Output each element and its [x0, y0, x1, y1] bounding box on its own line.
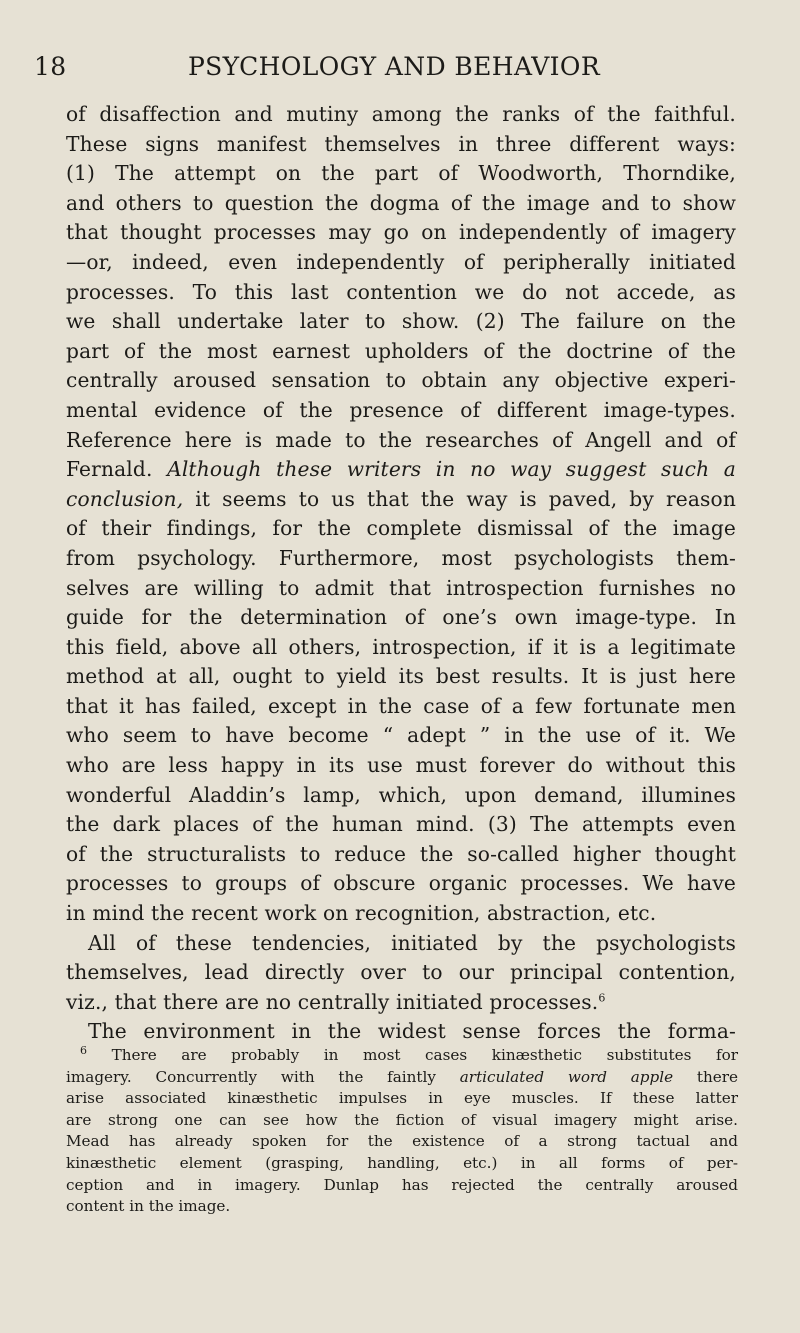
text-line: we shall undertake later to show. (2) The failure on the [66, 309, 736, 334]
text-line: method at all, ought to yield its best results. It is just here [66, 664, 736, 689]
text-line: —or, indeed, even independently of peripherally initiated [66, 249, 736, 274]
text-line: themselves, lead directly over to our principal contention, [66, 960, 736, 985]
text-line: All of these tendencies, initiated by the psychologists [88, 930, 736, 955]
text-line: from psychology. Furthermore, most psychologists them- [66, 545, 736, 570]
footnote-line: Mead has already spoken for the existence of a strong tactual and [66, 1132, 738, 1151]
page-number: 18 [34, 52, 67, 81]
text-line [66, 988, 736, 1018]
footnote-line: arise associated kinæsthetic impulses in eye muscles. If these latter [66, 1089, 738, 1108]
text-line: selves are willing to admit that introspection furnishes no [66, 575, 736, 600]
footnote-line: kinæsthetic element (grasping, handling, etc.) in all forms of per- [66, 1153, 738, 1172]
text-segment: viz., that there are no centrally initiated processes. [66, 989, 599, 1014]
text-segment: it seems to us that the way is paved, by reason [183, 486, 736, 511]
footnote-marker: 6 [80, 1043, 87, 1057]
footnote-line: are strong one can see how the fiction of visual imagery might arise. [66, 1110, 738, 1129]
text-line: processes to groups of obscure organic processes. We have [66, 871, 736, 896]
text-line: processes. To this last contention we do not accede, as [66, 279, 736, 304]
text-line: the dark places of the human mind. (3) The attempts even [66, 812, 736, 837]
italic-segment: conclusion, [66, 486, 184, 511]
text-line [66, 485, 736, 515]
text-segment: Fernald. [66, 457, 153, 482]
text-line: of their findings, for the complete dismissal of the image [66, 516, 736, 541]
footnote-line [66, 1045, 738, 1067]
text-line: that thought processes may go on independently of imagery [66, 220, 736, 245]
running-title: PSYCHOLOGY AND BEHAVIOR [187, 52, 601, 81]
footnote-line [66, 1067, 738, 1089]
text-line: part of the most earnest upholders of the doctrine of the [66, 338, 736, 363]
footnote-section [66, 1045, 738, 1218]
italic-segment: Although these writers in no way suggest such a [167, 457, 736, 482]
footnote-line: ception and in imagery. Dunlap has rejected the centrally aroused [66, 1175, 738, 1194]
text-line: who seem to have become “ adept ” in the use of it. We [66, 723, 736, 748]
text-line: in mind the recent work on recognition, abstraction, etc. [66, 901, 657, 926]
text-line: centrally aroused sensation to obtain any objective experi- [66, 368, 736, 393]
footnote-reference[interactable]: 6 [598, 991, 606, 1005]
footnote-line: content in the image. [66, 1197, 231, 1216]
text-segment: There are probably in most cases kinæsthetic substitutes for [111, 1046, 738, 1064]
text-line: that it has failed, except in the case of a few fortunate men [66, 693, 736, 718]
text-line: mental evidence of the presence of different image-types. [66, 397, 736, 422]
text-line: who are less happy in its use must forever do without this [66, 753, 736, 778]
text-line: Reference here is made to the researches of Angell and of [66, 427, 736, 452]
text-segment: there [673, 1067, 739, 1086]
page-header [34, 52, 754, 88]
text-line: of disaffection and mutiny among the ranks of the faithful. [66, 102, 736, 126]
body-text [66, 100, 736, 1047]
italic-segment: articulated word apple [459, 1067, 674, 1086]
text-line: wonderful Aladdin’s lamp, which, upon demand, illumines [66, 782, 736, 807]
text-line: The environment in the widest sense forces the forma- [88, 1019, 736, 1044]
text-segment: imagery. Concurrently with the faintly [66, 1067, 460, 1086]
text-line: These signs manifest themselves in three different ways: [66, 131, 736, 156]
text-line: guide for the determination of one’s own image-type. In [66, 605, 736, 630]
text-line: and others to question the dogma of the image and to show [66, 190, 736, 215]
text-line: (1) The attempt on the part of Woodworth, Thorndike, [66, 161, 736, 186]
text-line [66, 455, 736, 485]
text-line: of the structuralists to reduce the so-called higher thought [66, 841, 736, 866]
text-line: this field, above all others, introspection, if it is a legitimate [66, 634, 736, 659]
